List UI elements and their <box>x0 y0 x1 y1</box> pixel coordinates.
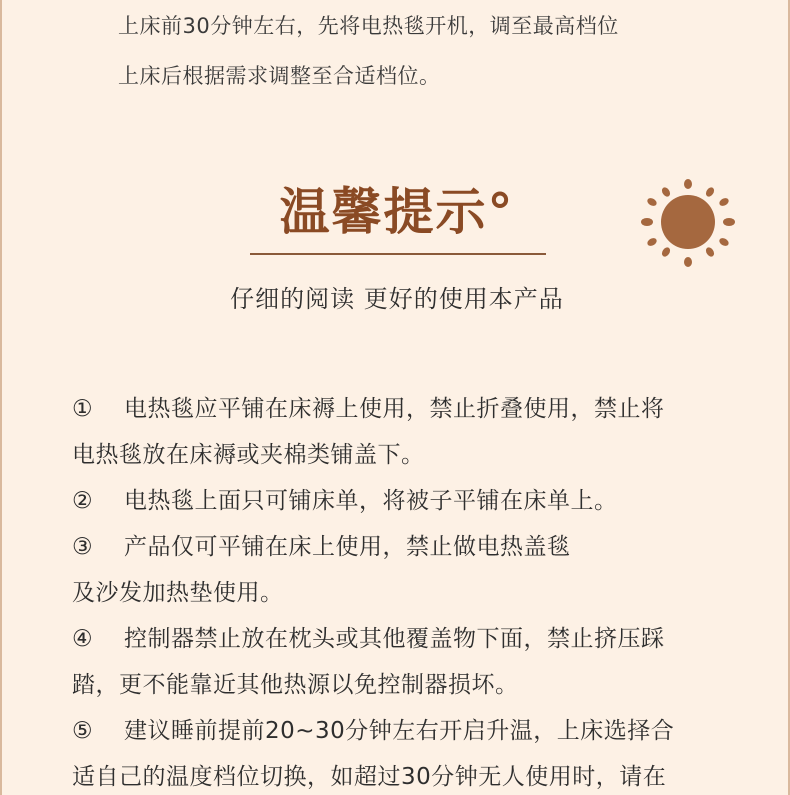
tip-text: 适自己的温度档位切换，如超过30分钟无人使用时，请在 <box>72 764 667 790</box>
tip-2-line-1 <box>72 482 732 528</box>
tip-text: 电热毯放在床褥或夹棉类铺盖下。 <box>72 442 425 468</box>
tip-5-line-1 <box>72 712 732 758</box>
tip-text: 产品仅可平铺在床上使用，禁止做电热盖毯 <box>124 534 571 560</box>
tip-number: ② <box>72 488 94 514</box>
tip-number: ④ <box>72 626 94 652</box>
intro-line-2: 上床后根据需求调整至合适档位。 <box>118 64 441 88</box>
tip-number: ① <box>72 396 94 422</box>
tip-text: 及沙发加热垫使用。 <box>72 580 284 606</box>
tip-1-line-1 <box>72 390 732 436</box>
tip-3-line-1 <box>72 528 732 574</box>
tip-text: 电热毯上面只可铺床单，将被子平铺在床单上。 <box>124 488 618 514</box>
tip-text: 控制器禁止放在枕头或其他覆盖物下面，禁止挤压踩 <box>124 626 665 652</box>
section-title: 温馨提示° <box>279 183 515 241</box>
tip-1-line-2 <box>72 436 732 482</box>
intro-line-1: 上床前30分钟左右，先将电热毯开机，调至最高档位 <box>118 14 619 38</box>
tip-3-line-2 <box>72 574 732 620</box>
section-subtitle: 仔细的阅读 更好的使用本产品 <box>230 285 564 313</box>
title-divider <box>250 253 546 255</box>
tip-text: 踏，更不能靠近其他热源以免控制器损坏。 <box>72 672 519 698</box>
tip-4-line-1 <box>72 620 732 666</box>
tip-number: ⑤ <box>72 718 94 744</box>
tip-5-line-2 <box>72 758 732 795</box>
tips-list <box>72 390 732 795</box>
sun-icon <box>640 178 736 270</box>
tip-text: 建议睡前提前20~30分钟左右开启升温，上床选择合 <box>124 718 675 744</box>
tip-number: ③ <box>72 534 94 560</box>
tip-text: 电热毯应平铺在床褥上使用，禁止折叠使用，禁止将 <box>124 396 665 422</box>
tip-4-line-2 <box>72 666 732 712</box>
